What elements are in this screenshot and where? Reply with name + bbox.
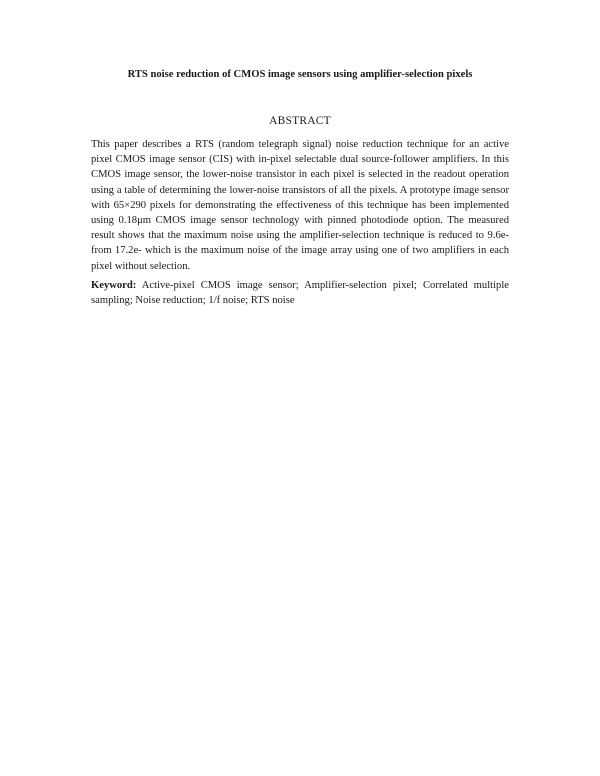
abstract-heading: ABSTRACT <box>269 115 331 127</box>
keywords-label: Keyword: <box>91 280 137 291</box>
keywords-paragraph <box>91 278 509 308</box>
keywords-text: Active-pixel CMOS image sensor; Amplifier-selection pixel; Correlated multiple sampling; Noise reduction; 1/f noise; RTS noise <box>91 280 509 307</box>
paper-title: RTS noise reduction of CMOS image sensors using amplifier-selection pixels <box>127 69 473 80</box>
abstract-body: This paper describes a RTS (random telegraph signal) noise reduction technique for an active pixel CMOS image sensor (CIS) with in-pixel selectable dual source-follower amplifiers. In this CMOS image sensor, the lower-noise transistor in each pixel is selected in the readout operation using a table of determining the lower-noise transistors of all the pixels. A prototype image sensor with 65×290 pixels for demonstrating the effectiveness of this technique has been implemented using 0.18μm CMOS image sensor technology with pinned photodiode option. The measured result shows that the maximum noise using the amplifier-selection technique is reduced to 9.6e- from 17.2e- which is the maximum noise of the image array using one of two amplifiers in each pixel without selection. <box>91 139 509 272</box>
